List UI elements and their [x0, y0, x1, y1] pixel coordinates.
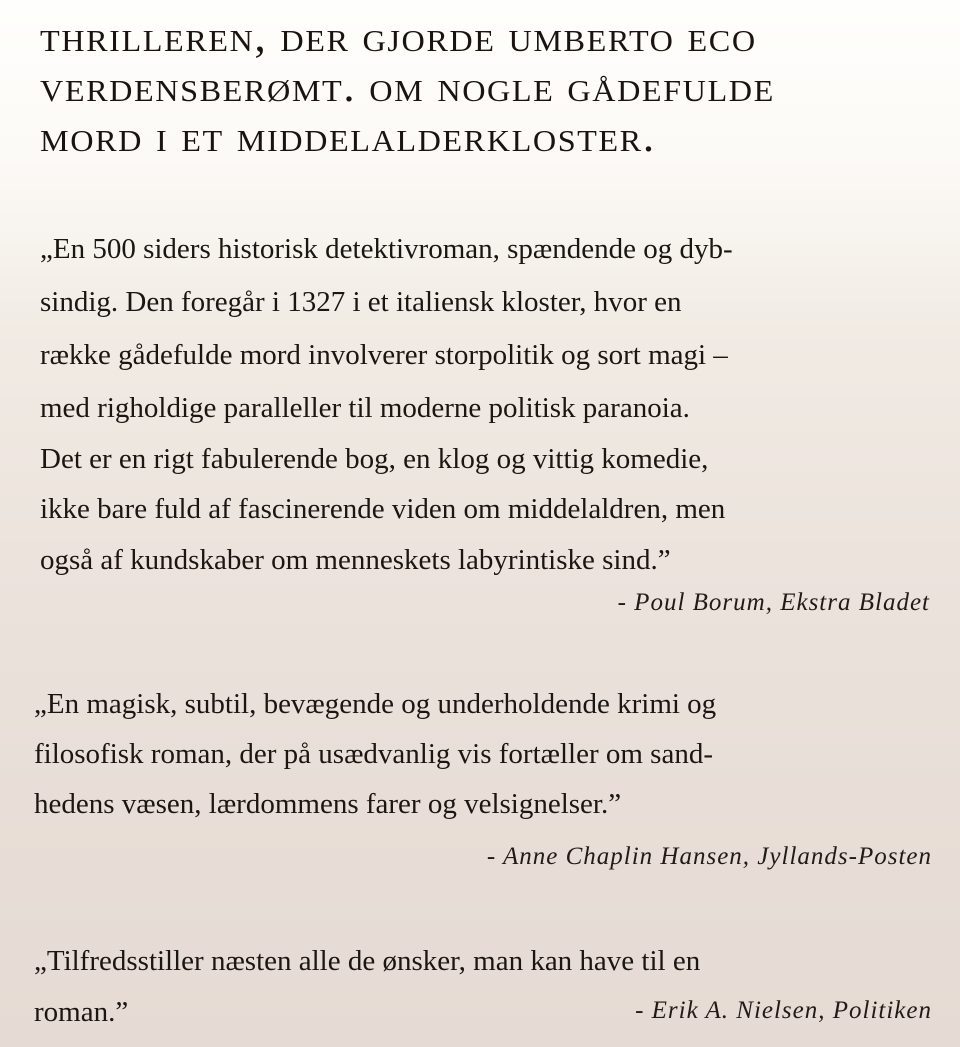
review-text-line: filosofisk roman, der på usædvanlig vis fortæller om sand- — [34, 738, 713, 770]
review-text-line: roman.” — [34, 996, 129, 1028]
review-text-line: række gådefulde mord involverer storpolitik og sort magi – — [40, 339, 728, 371]
review-text-line: med righoldige paralleller til moderne politisk paranoia. — [40, 392, 690, 424]
review-text-line: „En 500 siders historisk detektivroman, spændende og dyb- — [40, 233, 733, 265]
headline-line: verdensberømt. om nogle gådefulde — [40, 62, 775, 111]
review-text-line: „Tilfredsstiller næsten alle de ønsker, man kan have til en — [34, 945, 701, 977]
review-attribution: - Anne Chaplin Hansen, Jyllands-Posten — [486, 843, 932, 870]
headline-line: mord i et middelalderkloster. — [40, 112, 656, 161]
review-text-line: Det er en rigt fabulerende bog, en klog og vittig komedie, — [40, 443, 709, 475]
review-attribution: - Poul Borum, Ekstra Bladet — [617, 589, 930, 616]
headline-line: thrilleren, der gjorde umberto eco — [40, 12, 757, 61]
review-text-line: sindig. Den foregår i 1327 i et italiensk kloster, hvor en — [40, 286, 682, 318]
review-text-line: ikke bare fuld af fascinerende viden om middelaldren, men — [40, 493, 726, 525]
review-text-line: også af kundskaber om menneskets labyrintiske sind.” — [40, 544, 671, 576]
review-text-line: hedens væsen, lærdommens farer og velsignelser.” — [34, 788, 622, 820]
review-attribution: - Erik A. Nielsen, Politiken — [635, 997, 932, 1024]
headline — [40, 12, 960, 162]
review-text-line: „En magisk, subtil, bevægende og underholdende krimi og — [34, 688, 717, 720]
